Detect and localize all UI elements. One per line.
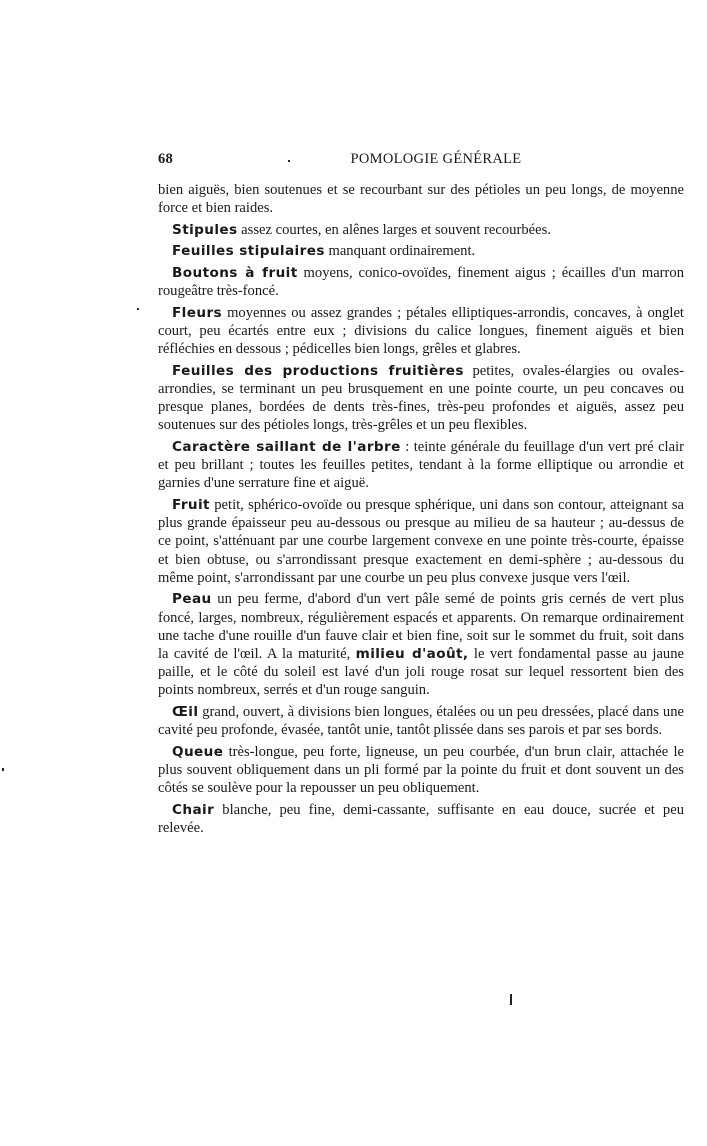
paragraph-text: assez courtes, en alênes larges et souvent recourbées. <box>237 221 551 238</box>
paragraph-lead: Boutons à fruit <box>172 264 298 281</box>
paragraph-queue <box>158 743 684 798</box>
paragraph-text: un peu ferme, d'abord d'un vert pâle semé de points gris cernés de vert plus foncé, larges, nombreux, régulièrement espacés et apparents. On remarque ordinairement une tache d'une rouille d'un fauve clair et bien fine, soit sur le sommet du fruit, soit dans la cavité de l'œil. A la maturité, <box>158 591 684 662</box>
paragraph-oeil <box>158 703 684 739</box>
paragraph-text: moyennes ou assez grandes ; pétales elliptiques-arrondis, concaves, à onglet court, peu écartés entre eux ; divisions du calice longues, finement aiguës et bien réfléchies en dessous ; pédicelles bien longs, grêles et glabres. <box>158 304 684 358</box>
paragraph-continued <box>158 181 684 217</box>
paragraph-lead: Chair <box>172 801 215 818</box>
scan-speck <box>2 768 4 771</box>
paragraph-lead: Caractère saillant de l'arbre <box>172 438 401 455</box>
paragraph-lead: Fleurs <box>172 304 223 321</box>
paragraph-lead: Queue <box>172 743 224 760</box>
paragraph-bold-phrase: milieu d'août, <box>355 646 469 662</box>
scan-speck <box>510 994 512 1005</box>
paragraph-lead: Fruit <box>172 496 210 513</box>
paragraph-feuilles-stipulaires <box>158 242 684 260</box>
paragraph-lead: Stipules <box>172 221 238 238</box>
paragraph-text: très-longue, peu forte, ligneuse, un peu courbée, d'un brun clair, attachée le plus souvent obliquement dans un pli formé par la pointe du fruit et dont souvent un des côtés se soulève pour la repousser un peu obliquement. <box>158 743 684 797</box>
paragraph-lead: Feuilles stipulaires <box>172 243 325 260</box>
paragraph-lead: Peau <box>172 591 212 608</box>
running-title: POMOLOGIE GÉNÉRALE <box>350 151 522 167</box>
paragraph-feuilles-productions <box>158 362 684 435</box>
paragraph-text-after: le vert fondamental passe au jaune paille, et le côté du soleil est lavé d'un joli rouge rosat sur lequel ressortent bien des points nombreux, serrés et d'un rouge sanguin. <box>158 646 685 699</box>
scan-speck <box>288 160 290 162</box>
paragraph-fleurs <box>158 304 684 359</box>
paragraph-peau <box>158 590 684 699</box>
body-text <box>158 181 684 841</box>
paragraph-boutons <box>158 264 684 300</box>
paragraph-text: moyens, conico-ovoïdes, finement aigus ; écailles d'un marron rougeâtre très-foncé. <box>158 264 684 300</box>
paragraph-text: blanche, peu fine, demi-cassante, suffisante en eau douce, sucrée et peu relevée. <box>158 801 684 836</box>
paragraph-text: bien aiguës, bien soutenues et se recourbant sur des pétioles un peu longs, de moyenne force et bien raides. <box>158 182 684 217</box>
paragraph-stipules <box>158 221 684 239</box>
paragraph-lead: Feuilles des productions fruitières <box>172 362 464 379</box>
paragraph-text: grand, ouvert, à divisions bien longues, étalées ou un peu dressées, placé dans une cavité peu profonde, évasée, tantôt unie, tantôt plissée dans ses parois et par ses bords. <box>158 704 684 739</box>
page-header <box>158 151 684 171</box>
paragraph-text: manquant ordinairement. <box>324 243 476 260</box>
paragraph-text: : teinte générale du feuillage d'un vert pré clair et peu brillant ; toutes les feuilles petites, tendant à la forme elliptique ou arrondie et garnies d'une serrature fine et aiguë. <box>158 438 684 492</box>
paragraph-text: petites, ovales-élargies ou ovales-arrondies, se terminant un peu brusquement en une pointe courte, un peu concaves ou presque planes, bordées de dents très-fines, très-peu profondes et aiguës, assez peu soutenues sur des pétioles longs, très-grêles et un peu flexibles. <box>158 362 684 434</box>
paragraph-text: petit, sphérico-ovoïde ou presque sphérique, uni dans son contour, atteignant sa plus grande épaisseur peu au-dessous ou presque au milieu de sa hauteur ; au-dessus de ce point, s'atténuant par une courbe largement convexe en une pointe très-courte, épaisse et bien obtuse, ou s'arrondissant presque exactement en demi-sphère ; au-dessous du même point, s'arrondissant par une courbe un peu plus convexe jusque vers l'œil. <box>158 496 684 586</box>
scan-speck <box>137 308 139 310</box>
paragraph-lead: Œil <box>172 704 199 720</box>
paragraph-fruit <box>158 496 684 587</box>
page-number: 68 <box>158 151 174 167</box>
paragraph-caractere <box>158 438 684 493</box>
paragraph-chair <box>158 801 684 837</box>
